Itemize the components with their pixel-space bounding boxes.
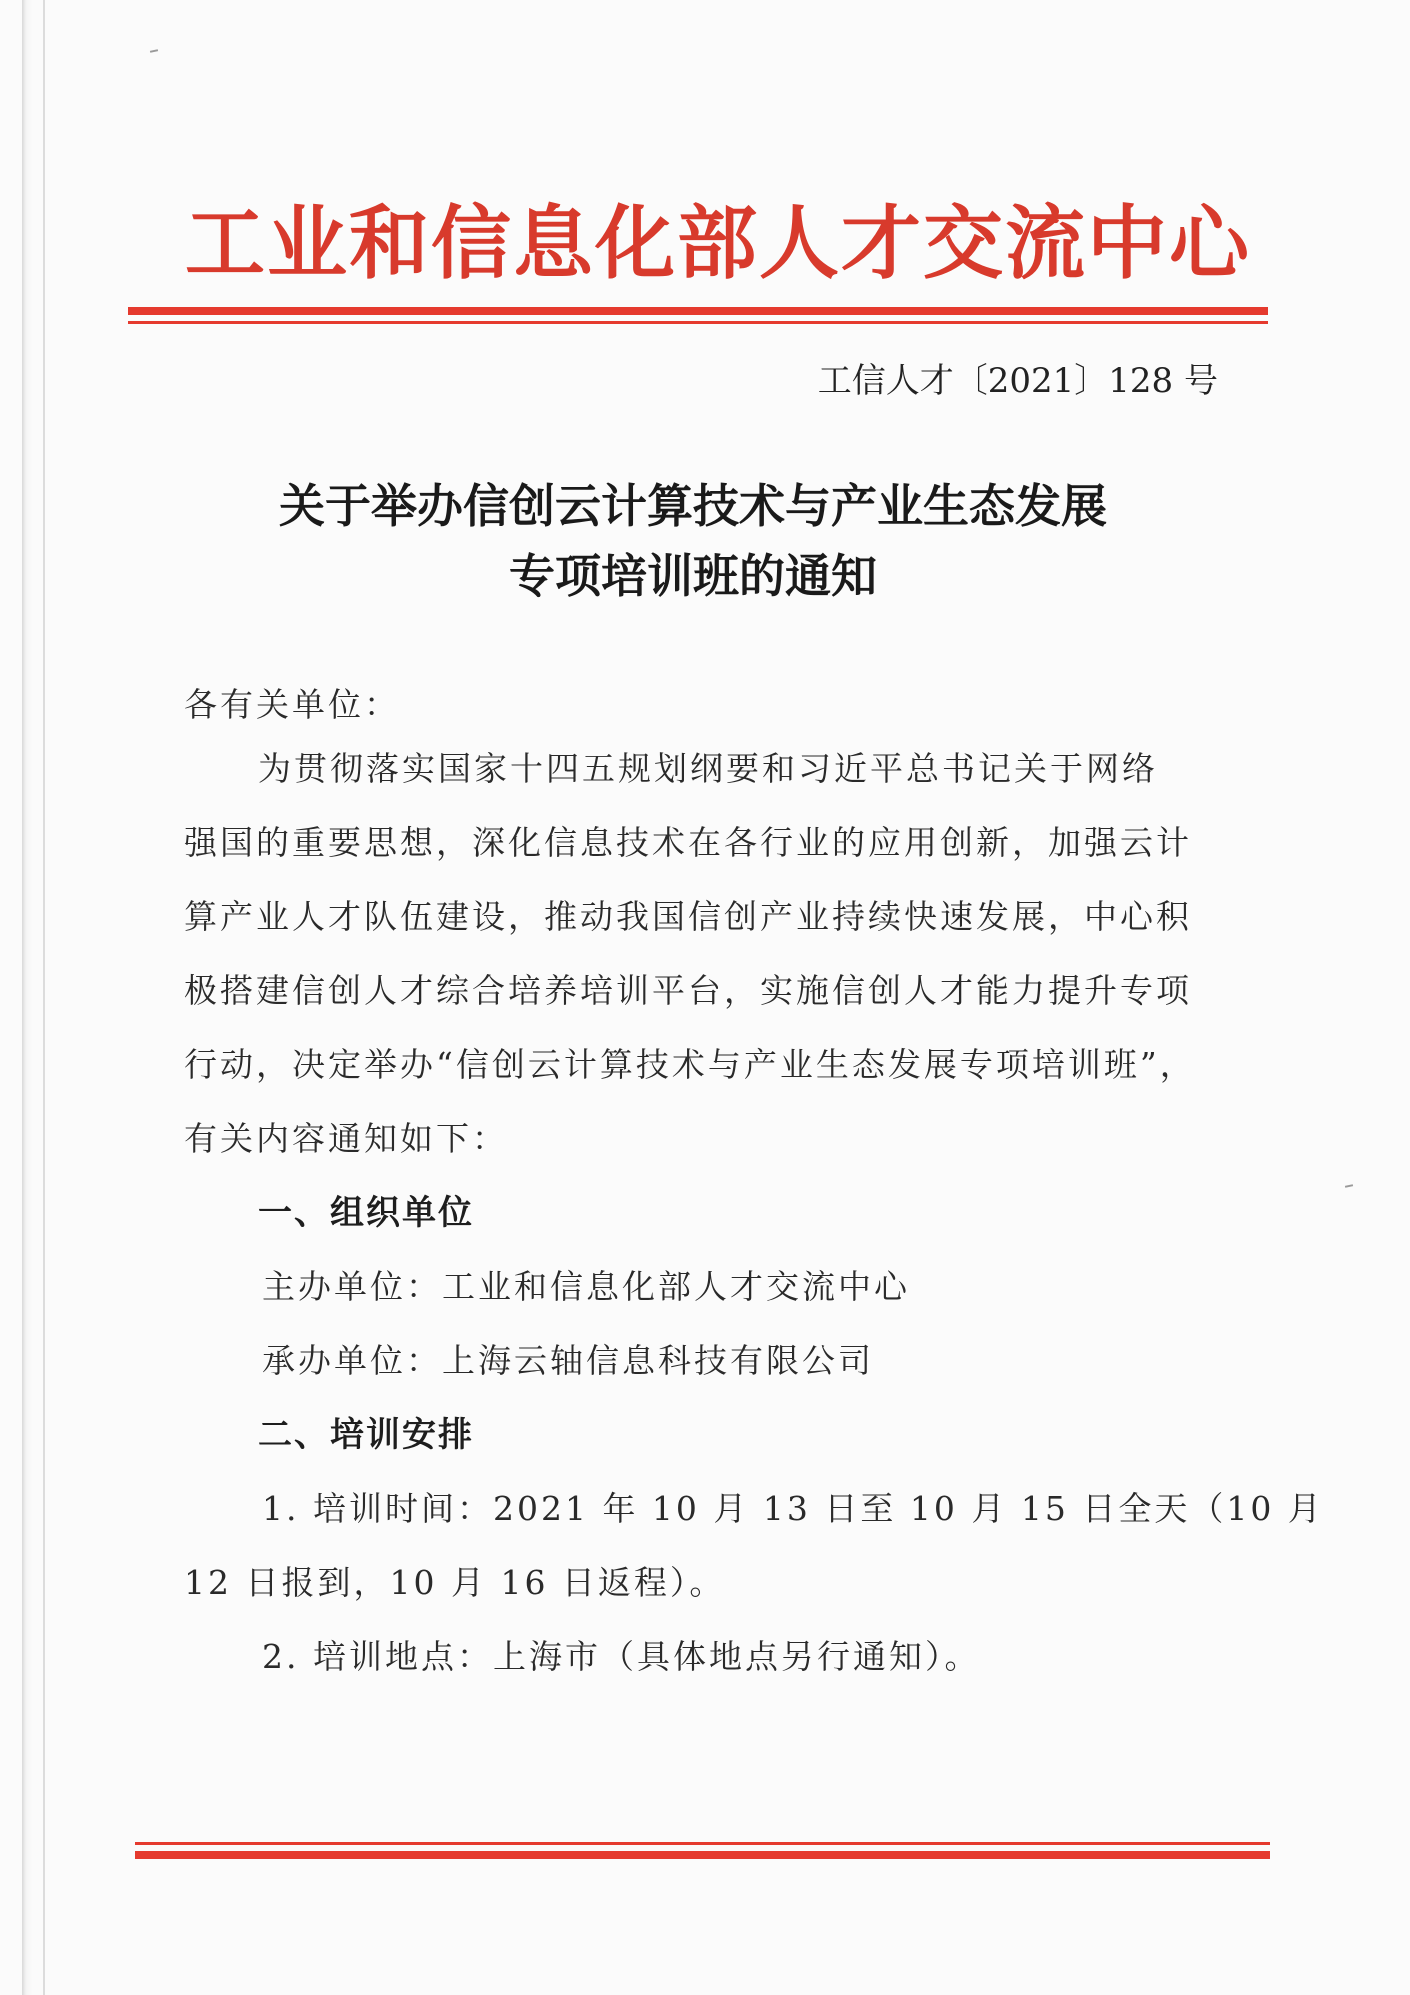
header-rule-thick	[128, 307, 1268, 315]
paragraph-line: 极搭建信创人才综合培养培训平台，实施信创人才能力提升专项	[184, 971, 1192, 1010]
document-title-line-2: 专项培训班的通知	[509, 549, 877, 603]
scan-speck	[150, 49, 158, 53]
document-number: 工信人才〔2021〕128 号	[817, 361, 1218, 401]
paragraph-line: 强国的重要思想，深化信息技术在各行业的应用创新，加强云计	[184, 823, 1192, 862]
host-unit: 主办单位：工业和信息化部人才交流中心	[262, 1267, 910, 1306]
footer-rule-thin	[135, 1842, 1270, 1845]
organization-header: 工业和信息化部人才交流中心	[185, 196, 1251, 290]
scan-shadow-edge	[22, 0, 32, 1995]
scan-speck	[1345, 1184, 1353, 1188]
section-heading-organization: 一、组织单位	[258, 1193, 474, 1233]
training-time-line-1: 1. 培训时间：2021 年 10 月 13 日至 10 月 15 日全天（10 月	[262, 1489, 1324, 1528]
scan-edge-line	[43, 0, 45, 1995]
paragraph-line: 为贯彻落实国家十四五规划纲要和习近平总书记关于网络	[258, 749, 1158, 788]
salutation: 各有关单位：	[184, 685, 400, 724]
training-time-line-2: 12 日报到，10 月 16 日返程）。	[184, 1563, 726, 1602]
organizer-unit: 承办单位：上海云轴信息科技有限公司	[262, 1341, 874, 1380]
section-heading-arrangement: 二、培训安排	[258, 1415, 474, 1455]
paragraph-line: 有关内容通知如下：	[184, 1119, 508, 1158]
paragraph-line: 行动，决定举办“信创云计算技术与产业生态发展专项培训班”，	[184, 1045, 1196, 1084]
footer-rule-thick	[135, 1851, 1270, 1859]
document-title-line-1: 关于举办信创云计算技术与产业生态发展	[279, 479, 1107, 533]
training-location: 2. 培训地点：上海市（具体地点另行通知）。	[262, 1637, 981, 1676]
header-rule-thin	[128, 321, 1268, 324]
paragraph-line: 算产业人才队伍建设，推动我国信创产业持续快速发展，中心积	[184, 897, 1192, 936]
